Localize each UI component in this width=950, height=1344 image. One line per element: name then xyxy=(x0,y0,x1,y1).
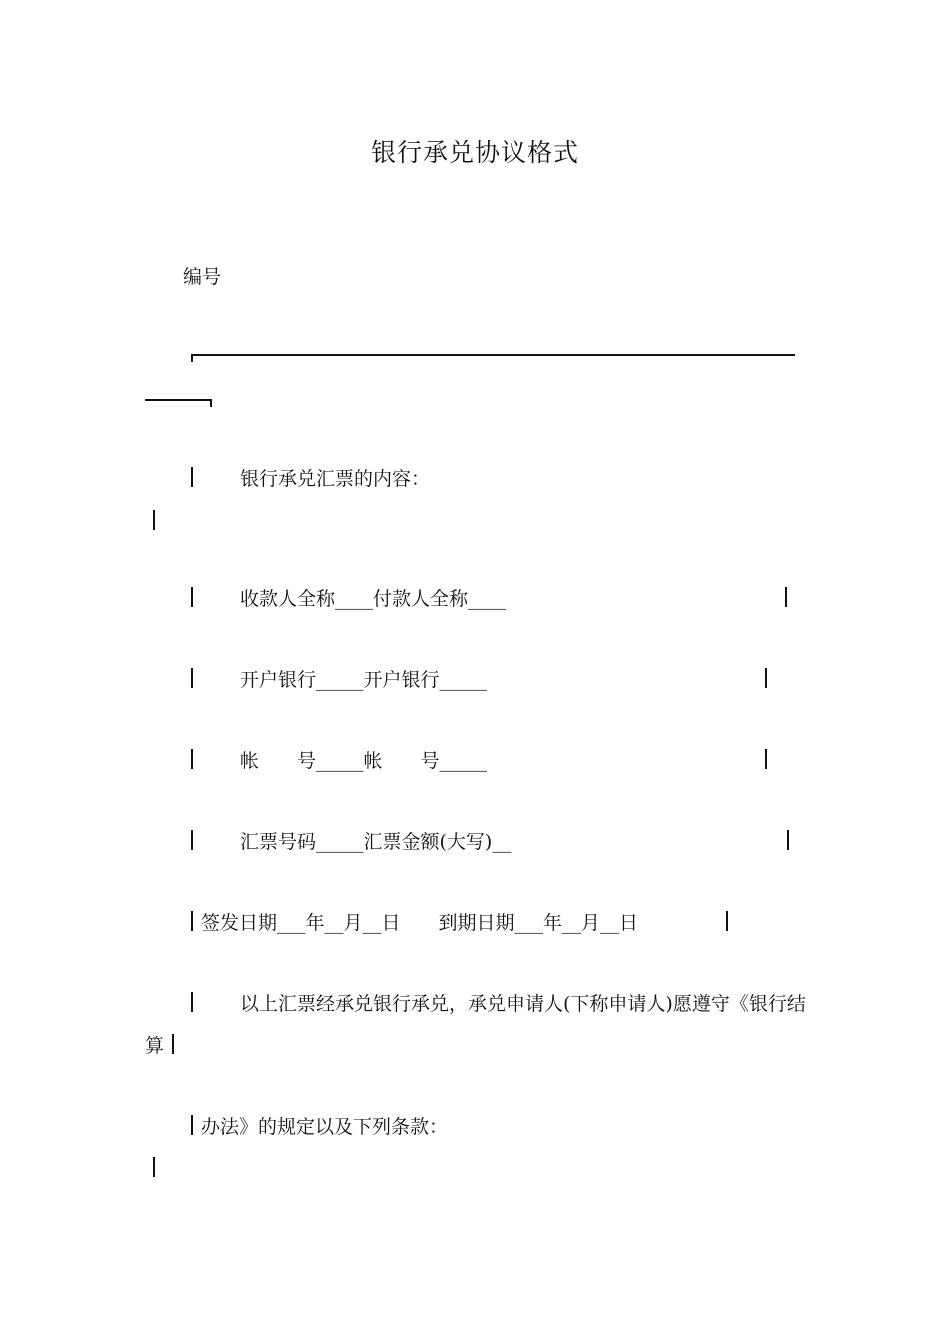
box-right-border xyxy=(153,510,155,530)
paragraph-line-1: 以上汇票经承兑银行承兑，承兑申请人(下称申请人)愿遵守《银行结 xyxy=(240,993,806,1015)
box-right-border xyxy=(153,1157,155,1177)
box-left-border xyxy=(191,830,193,850)
row-banks: 开户银行_____开户银行_____ xyxy=(240,669,488,691)
box-corner-top-right xyxy=(210,399,212,407)
paragraph-line-2: 办法》的规定以及下列条款： xyxy=(201,1116,449,1138)
box-right-border xyxy=(787,830,789,850)
box-left-border xyxy=(191,1115,193,1135)
box-left-border xyxy=(191,668,193,688)
box-top-border xyxy=(191,354,795,356)
box-top-border-wrap xyxy=(145,399,211,401)
row-bill: 汇票号码_____汇票金额(大写)__ xyxy=(240,831,512,853)
box-right-border xyxy=(172,1034,174,1054)
box-left-border xyxy=(191,992,193,1012)
box-right-border xyxy=(765,749,767,769)
box-left-border xyxy=(191,587,193,607)
row-names: 收款人全称____付款人全称____ xyxy=(240,588,507,610)
box-left-border xyxy=(191,911,193,931)
box-right-border xyxy=(726,911,728,931)
paragraph-line-1-wrap: 算 xyxy=(145,1035,165,1057)
box-right-border xyxy=(765,668,767,688)
number-label: 编号 xyxy=(183,266,222,288)
document-title: 银行承兑协议格式 xyxy=(370,138,579,167)
row-dates: 签发日期___年__月__日 到期日期___年__月__日 xyxy=(201,912,639,934)
content-heading: 银行承兑汇票的内容： xyxy=(240,468,431,490)
box-right-border xyxy=(785,587,787,607)
box-left-border xyxy=(191,749,193,769)
row-accounts: 帐 号_____帐 号_____ xyxy=(240,750,488,772)
box-left-border xyxy=(191,467,193,487)
